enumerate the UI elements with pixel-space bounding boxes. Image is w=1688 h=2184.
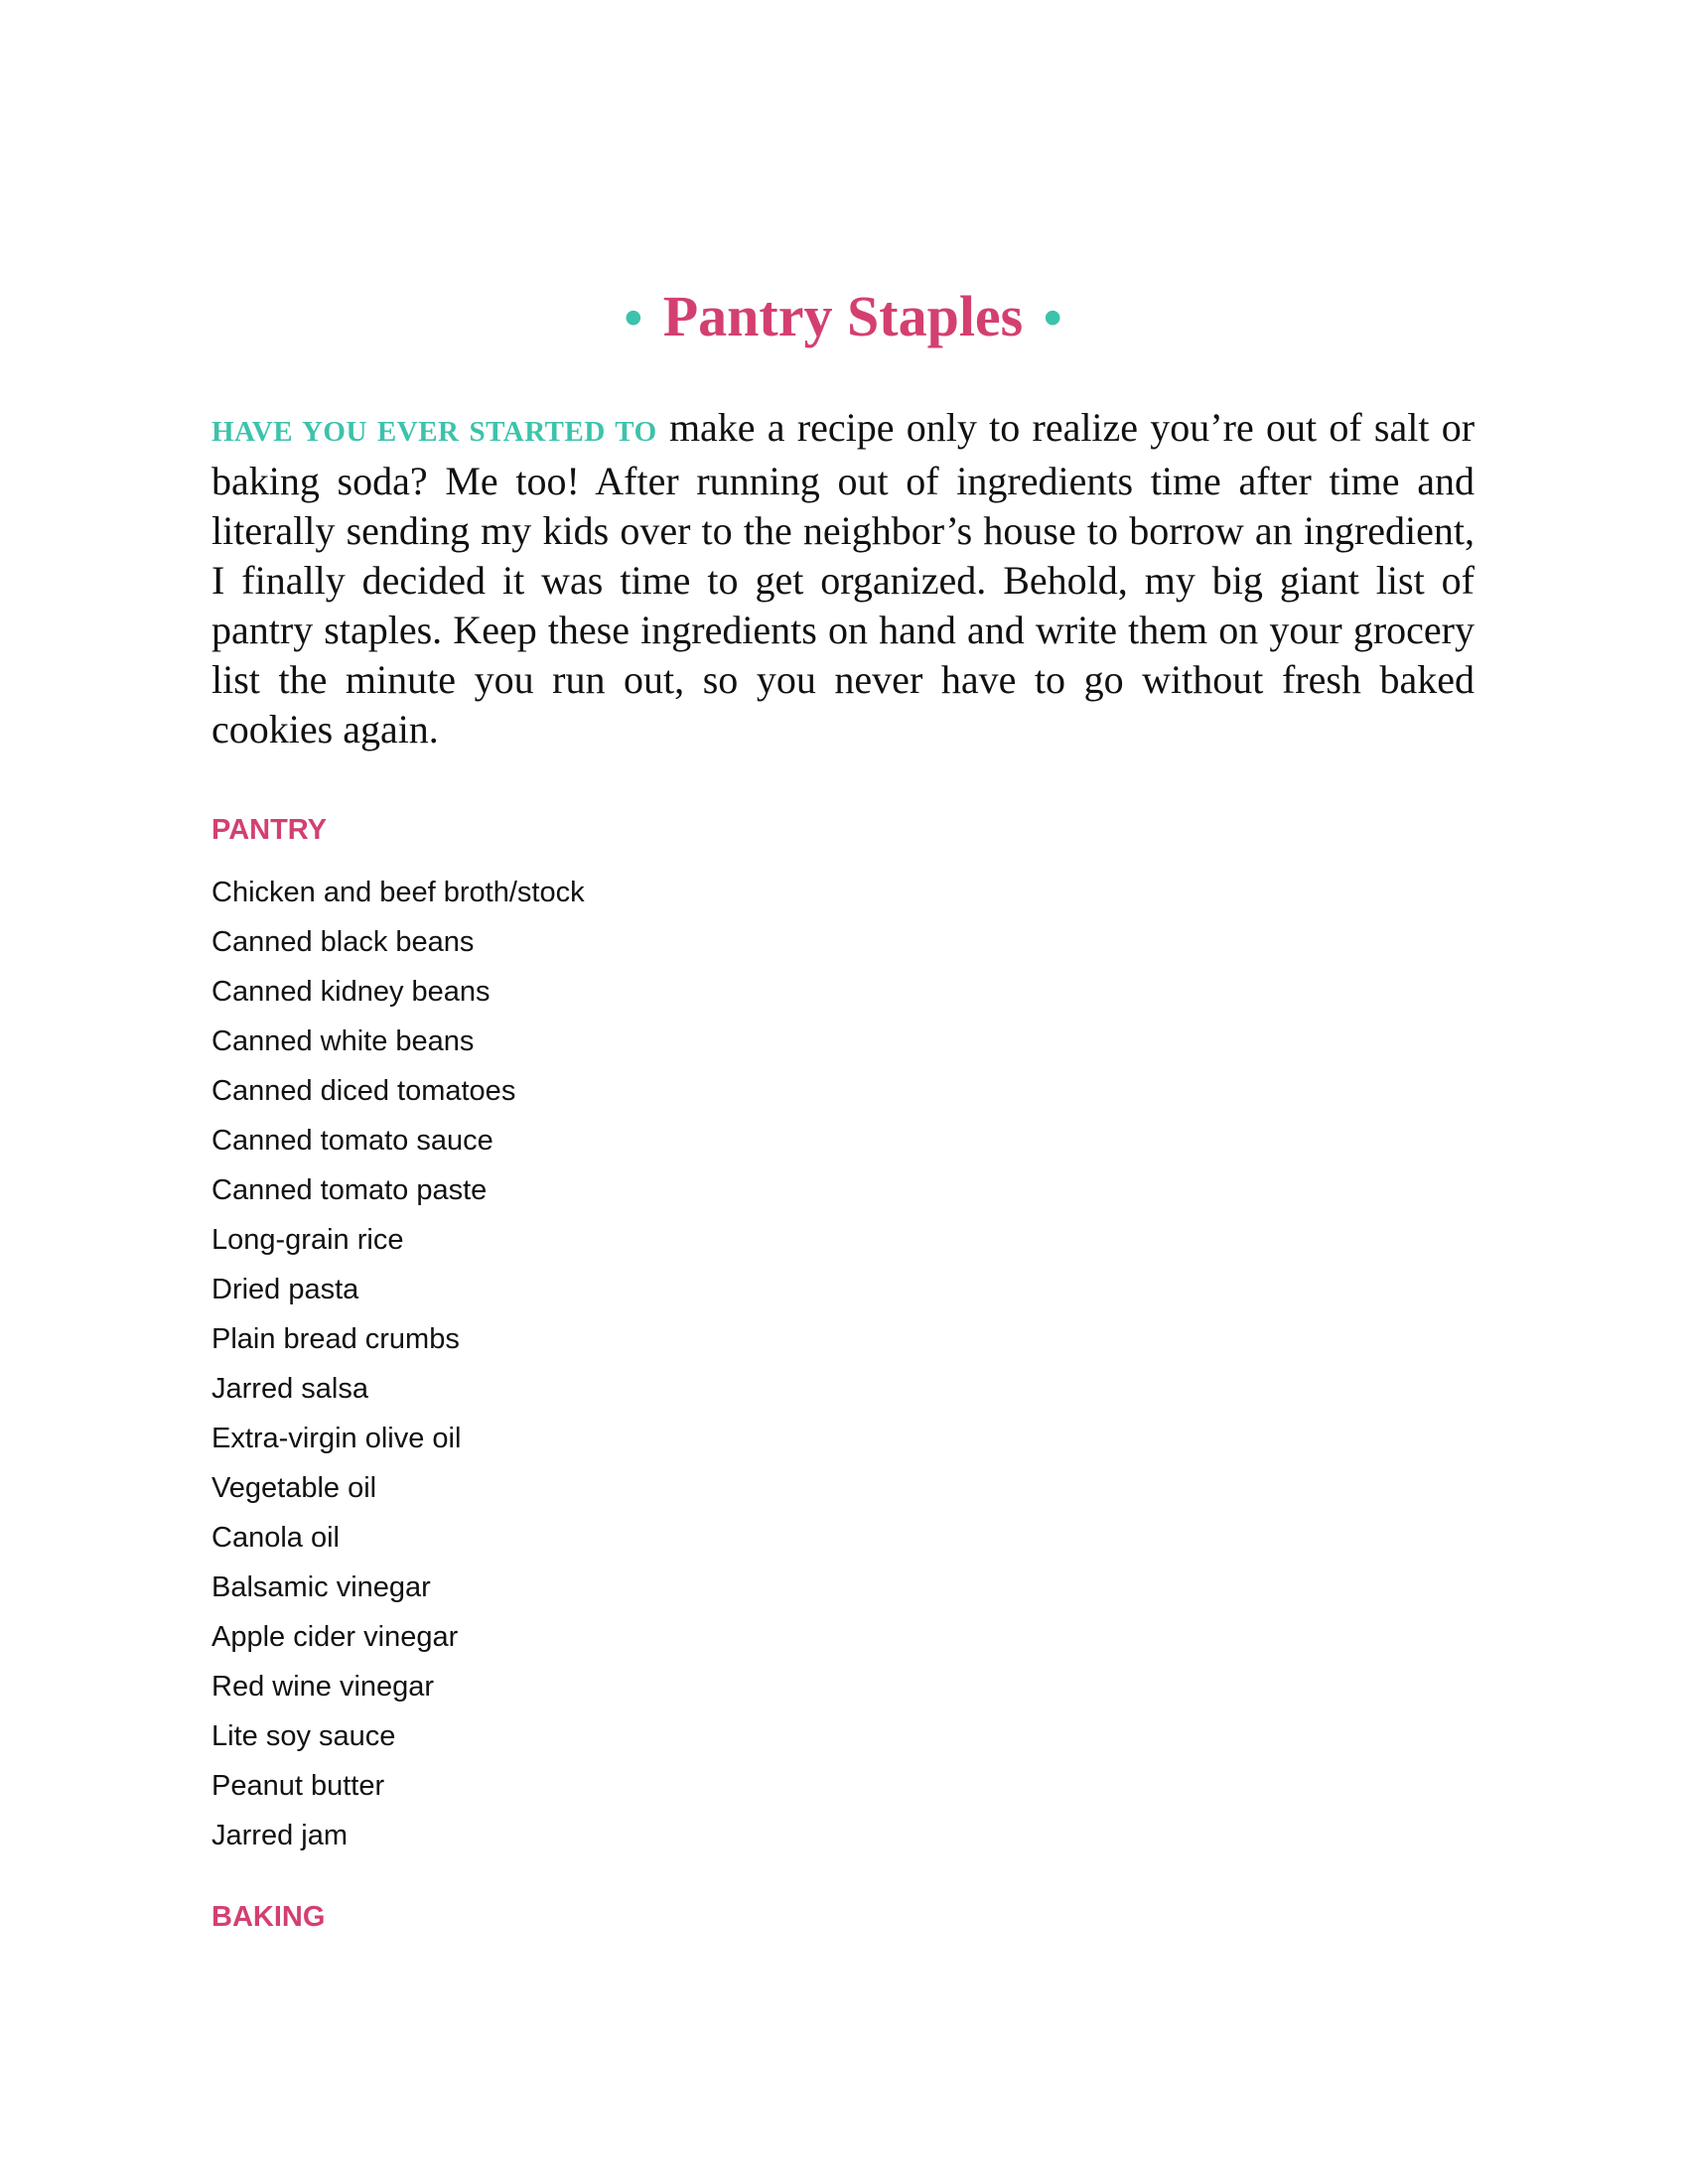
list-item: Apple cider vinegar [211,1621,459,1653]
pantry-list [211,868,1475,1860]
section-heading-pantry: PANTRY [211,814,327,846]
page-title-text: Pantry Staples [662,284,1024,348]
list-item: Peanut butter [211,1770,385,1802]
list-item: Vegetable oil [211,1472,377,1504]
list-item: Balsamic vinegar [211,1571,431,1603]
list-item: Canola oil [211,1522,340,1554]
list-item: Canned kidney beans [211,976,491,1008]
list-item: Long-grain rice [211,1224,404,1256]
list-item: Plain bread crumbs [211,1323,460,1355]
list-item: Red wine vinegar [211,1671,435,1703]
list-item: Dried pasta [211,1274,359,1305]
list-item: Canned tomato sauce [211,1125,493,1157]
list-item: Jarred salsa [211,1373,368,1405]
list-item: Canned black beans [211,926,475,958]
list-item: Canned diced tomatoes [211,1075,516,1107]
title-bullet-right: • [1043,288,1062,347]
intro-lead: HAVE YOU EVER STARTED TO [211,416,657,448]
page-title [211,284,1475,351]
intro-paragraph [211,403,1475,754]
list-item: Canned tomato paste [211,1174,488,1206]
list-item: Lite soy sauce [211,1720,396,1752]
intro-body: make a recipe only to realize you’re out of salt or baking soda? Me too! After running out of ingredients time after time and literally sending my kids over to the neighbor’s house to borrow an ingredient, I finally decided it was time to get organized. Behold, my big giant list of pantry staples. Keep these ingredients on hand and write them on your grocery list the minute you run out, so you never have to go without fresh baked cookies again. [211,405,1476,751]
list-item: Canned white beans [211,1025,475,1057]
document-page [211,284,1476,1937]
list-item: Extra-virgin olive oil [211,1423,462,1454]
list-item: Chicken and beef broth/stock [211,877,585,908]
section-heading-baking: BAKING [211,1901,326,1933]
list-item: Jarred jam [211,1820,348,1851]
title-bullet-left: • [624,288,643,347]
